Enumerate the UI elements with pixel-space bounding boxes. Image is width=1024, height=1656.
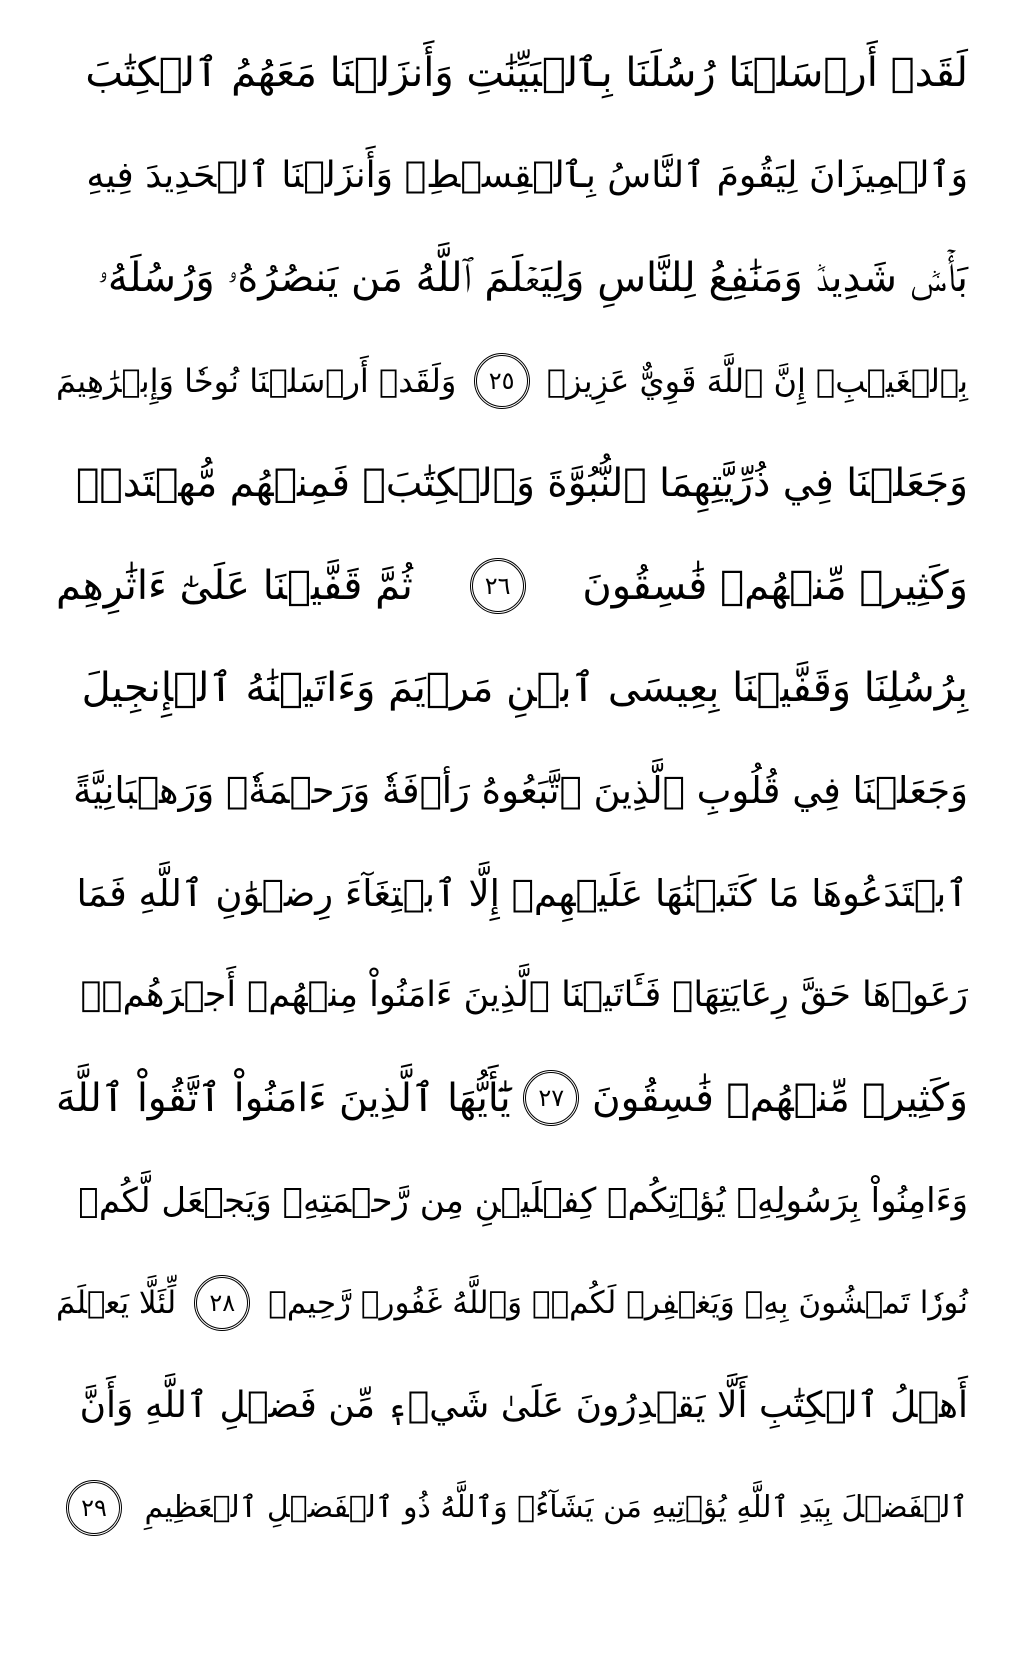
verse-line	[56, 22, 968, 125]
verse-line	[56, 330, 968, 433]
verse-line	[56, 1457, 968, 1560]
verse-text: وَجَعَلۡنَا فِي ذُرِّيَّتِهِمَا ٱلنُّبُوَّةَ وَٱلۡكِتَٰبَۖ فَمِنۡهُم مُّهۡتَدٖۖ	[75, 460, 968, 506]
verse-line	[56, 945, 968, 1048]
verse-line	[56, 1047, 968, 1150]
verse-text: ثُمَّ قَفَّيۡنَا عَلَىٰٓ ءَاثَٰرِهِم	[56, 562, 413, 609]
verse-text: وَكَثِيرٞ مِّنۡهُمۡ فَٰسِقُونَ	[591, 1075, 968, 1121]
verse-text: رَعَوۡهَا حَقَّ رِعَايَتِهَاۖ فَـَٔاتَيۡنَا ٱلَّذِينَ ءَامَنُواْ مِنۡهُمۡ أَجۡرَهُمۡۖ	[80, 975, 968, 1016]
verse-line	[56, 1252, 968, 1355]
verse-text: وَلَقَدۡ أَرۡسَلۡنَا نُوحٗا وَإِبۡرَٰهِيمَ	[56, 361, 457, 400]
ayah-number-marker: ٢٥	[474, 353, 530, 409]
verse-text: أَهۡلُ ٱلۡكِتَٰبِ أَلَّا يَقۡدِرُونَ عَلَىٰ شَيۡءٖ مِّن فَضۡلِ ٱللَّهِ وَأَنَّ	[79, 1384, 968, 1426]
verse-line	[56, 1355, 968, 1458]
verse-text: لَقَدۡ أَرۡسَلۡنَا رُسُلَنَا بِٱلۡبَيِّنَٰتِ وَأَنزَلۡنَا مَعَهُمُ ٱلۡكِتَٰبَ	[85, 50, 968, 97]
verse-line	[56, 842, 968, 945]
verse-line	[56, 1150, 968, 1253]
verse-line	[56, 125, 968, 228]
verse-text: وَءَامِنُواْ بِرَسُولِهِۦ يُؤۡتِكُمۡ كِفۡلَيۡنِ مِن رَّحۡمَتِهِۦ وَيَجۡعَل لَّكُمۡ	[78, 1180, 968, 1221]
ayah-number-marker: ٢٨	[194, 1275, 250, 1331]
verse-text: بِرُسُلِنَا وَقَفَّيۡنَا بِعِيسَى ٱبۡنِ مَرۡيَمَ وَءَاتَيۡنَٰهُ ٱلۡإِنجِيلَ	[81, 665, 968, 712]
verse-lines	[56, 22, 968, 1560]
verse-text: وَٱلۡمِيزَانَ لِيَقُومَ ٱلنَّاسُ بِٱلۡقِسۡطِۖ وَأَنزَلۡنَا ٱلۡحَدِيدَ فِيهِ	[86, 154, 968, 196]
verse-text: لِّئَلَّا يَعۡلَمَ	[56, 1284, 177, 1321]
verse-line	[56, 432, 968, 535]
verse-text: وَكَثِيرٞ مِّنۡهُمۡ فَٰسِقُونَ	[582, 562, 968, 609]
verse-line	[56, 637, 968, 740]
ayah-number-marker: ٢٦	[470, 558, 526, 614]
verse-text: ٱلۡفَضۡلَ بِيَدِ ٱللَّهِ يُؤۡتِيهِ مَن يَشَآءُۚ وَٱللَّهُ ذُو ٱلۡفَضۡلِ ٱلۡعَظِيمِ	[144, 1490, 968, 1526]
verse-text: نُورٗا تَمۡشُونَ بِهِۦ وَيَغۡفِرۡ لَكُمۡۚ وَٱللَّهُ غَفُورٞ رَّحِيمٞ	[268, 1284, 968, 1321]
verse-line	[56, 227, 968, 330]
ayah-number-marker: ٢٩	[66, 1480, 122, 1536]
verse-text: ٱبۡتَدَعُوهَا مَا كَتَبۡنَٰهَا عَلَيۡهِمۡ إِلَّا ٱبۡتِغَآءَ رِضۡوَٰنِ ٱللَّهِ فَمَا	[76, 871, 968, 915]
verse-text: وَجَعَلۡنَا فِي قُلُوبِ ٱلَّذِينَ ٱتَّبَعُوهُ رَأۡفَةٗ وَرَحۡمَةٗۚ وَرَهۡبَانِيَّةً	[73, 769, 968, 813]
verse-line	[56, 740, 968, 843]
verse-text: بِٱلۡغَيۡبِۚ إِنَّ ٱللَّهَ قَوِيٌّ عَزِيزٞ	[546, 361, 968, 400]
verse-line	[56, 535, 968, 638]
ayah-number-marker: ٢٧	[523, 1070, 579, 1126]
verse-text: يَٰٓأَيُّهَا ٱلَّذِينَ ءَامَنُواْ ٱتَّقُواْ ٱللَّهَ	[56, 1075, 511, 1121]
verse-text: بَأۡسٞ شَدِيدٞ وَمَنَٰفِعُ لِلنَّاسِ وَلِيَعۡلَمَ ٱللَّهُ مَن يَنصُرُهُۥ وَرُسُلَهُۥ	[97, 255, 968, 302]
